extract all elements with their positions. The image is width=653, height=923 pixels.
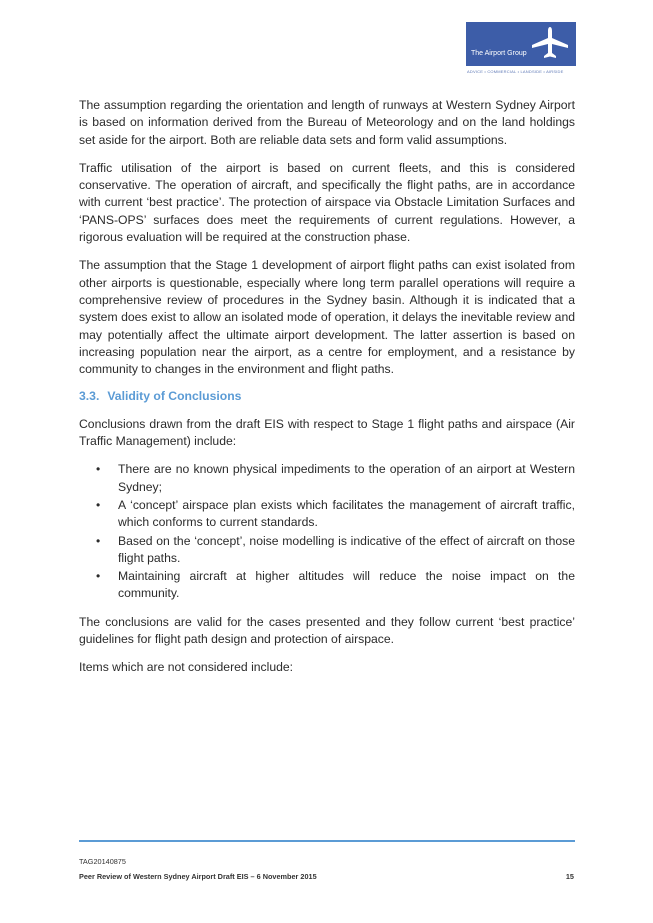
paragraph: The conclusions are valid for the cases presented and they follow current ‘best practice’ guidelines for flight path design and protection of airspace.: [79, 614, 575, 647]
footer-reference: TAG20140875: [79, 857, 126, 866]
bullet-list: [79, 461, 575, 602]
company-logo: [466, 22, 576, 75]
airplane-icon: [530, 26, 570, 60]
section-title: Validity of Conclusions: [107, 389, 242, 404]
section-heading: [79, 388, 575, 405]
list-item-text: A ‘concept’ airspace plan exists which facilitates the management of aircraft traffic, which conforms to current standards.: [118, 497, 575, 530]
paragraph: The assumption that the Stage 1 development of airport flight paths can exist isolated from other airports is questionable, especially where long term parallel operations will require a comprehensive review of procedures in the Sydney basin. Although it is indicated that a system does exist to allow an isolated mode of operation, it delays the inevitable review and may potentially affect the ultimate airport development. The latter assertion is based on increasing population near the airport, as a centre for employment, and a resistance by community to changes in the environment and flight paths.: [79, 258, 575, 377]
bullet-icon: •: [96, 569, 101, 584]
bullet-icon: •: [96, 462, 101, 477]
footer-divider: [79, 840, 575, 842]
bullet-icon: •: [96, 497, 101, 512]
list-item: [79, 568, 575, 603]
logo-box: [466, 22, 576, 66]
bullet-icon: •: [96, 533, 101, 548]
paragraph: Traffic utilisation of the airport is based on current fleets, and this is considered conservative. The operation of aircraft, and specifically the flight paths, are in accordance with current ‘best practice’. The protection of airspace via Obstacle Limitation Surfaces and ‘PANS-OPS’ surfaces does meet the requirements of current regulations. However, a rigorous evaluation will be required at the construction phase.: [79, 160, 575, 245]
paragraph: The assumption regarding the orientation and length of runways at Western Sydney Airport is based on information derived from the Bureau of Meteorology and on the land holdings set aside for the airport. Both are reliable data sets and form valid assumptions.: [79, 98, 575, 147]
list-item: [79, 533, 575, 568]
list-item: [79, 497, 575, 532]
list-item: [79, 461, 575, 496]
paragraph: Items which are not considered include:: [79, 660, 294, 675]
list-item-text: Based on the ‘concept’, noise modelling is indicative of the effect of aircraft on those flight paths.: [118, 533, 575, 565]
logo-name: The Airport Group: [471, 50, 527, 57]
list-item-text: There are no known physical impediments to the operation of an airport at Western Sydney;: [118, 462, 575, 494]
page-content: [79, 97, 575, 688]
list-item-text: Maintaining aircraft at higher altitudes will reduce the noise impact on the community.: [118, 569, 575, 601]
logo-tagline: ADVICE • COMMERCIAL • LANDSIDE • AIRSIDE: [467, 69, 564, 74]
section-number: 3.3.: [79, 389, 100, 404]
paragraph: Conclusions drawn from the draft EIS with respect to Stage 1 flight paths and airspace (Air Traffic Management) include:: [79, 416, 575, 449]
page-number: 15: [565, 872, 574, 881]
footer-title: Peer Review of Western Sydney Airport Draft EIS – 6 November 2015: [79, 872, 317, 881]
